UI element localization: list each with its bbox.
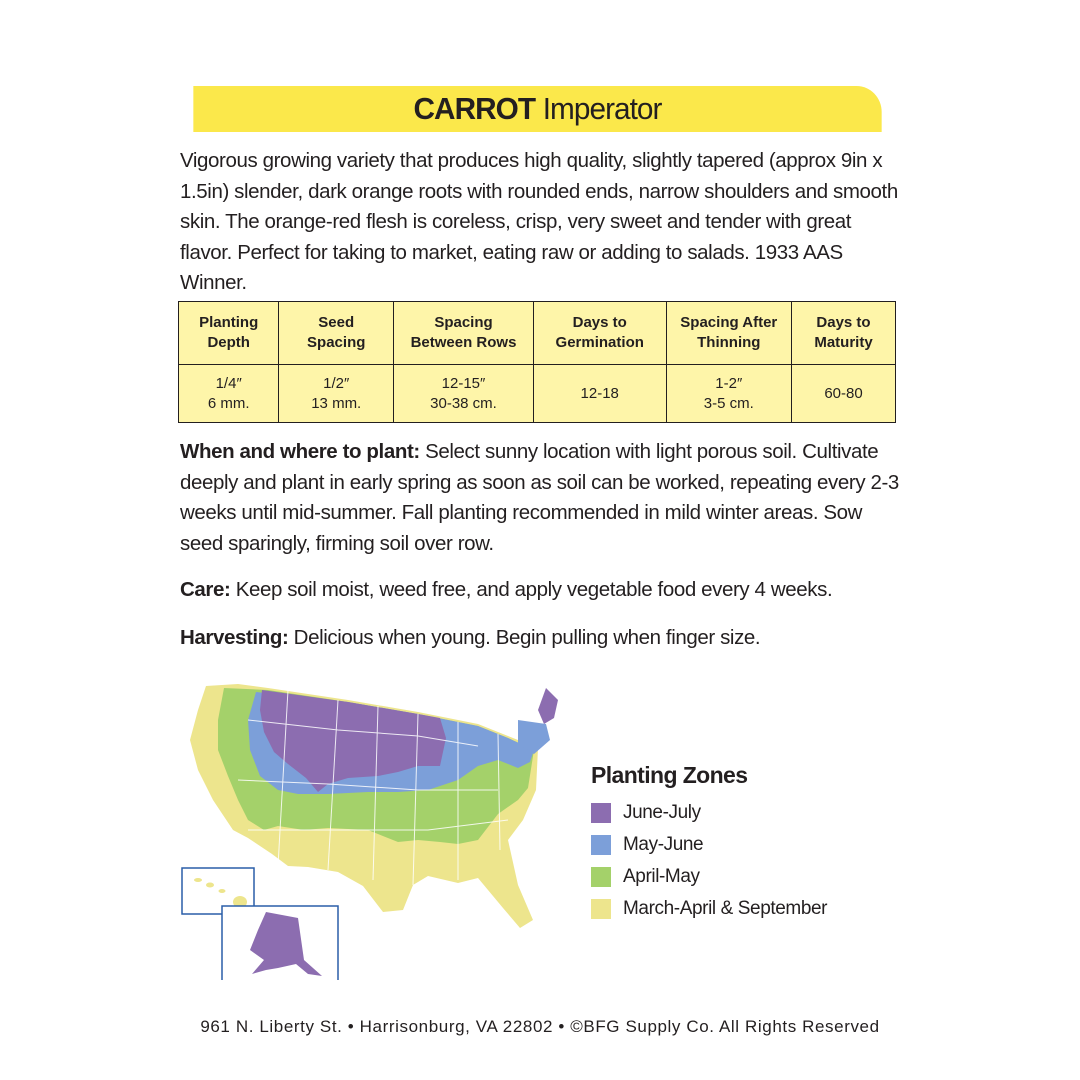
legend-label: April-May [623, 866, 700, 887]
legend-label: March-April & September [623, 898, 828, 919]
legend-swatch [591, 899, 611, 919]
header-spacing-between-rows: Spacing Between Rows [394, 302, 534, 365]
legend-label: June-July [623, 802, 701, 823]
value-days-to-maturity: 60-80 [792, 365, 896, 423]
title-bar [193, 86, 881, 132]
legend-item-april-may [591, 861, 851, 893]
value-days-to-germination: 12-18 [533, 365, 666, 423]
value-seed-spacing: 1/2″ 13 mm. [279, 365, 394, 423]
value-spacing-between-rows: 12-15″ 30-38 cm. [394, 365, 534, 423]
table-header-row [179, 302, 896, 365]
section-when-where-body: Select sunny location with light porous soil. Cultivate deeply and plant in early spring as soon as soil can be worked, repeating every 2-3 weeks until mid-summer. Fall planting recommended in mild winter areas. Sow seed sparingly, firming soil over row. [180, 440, 899, 555]
section-when-where-head: When and where to plant: [180, 440, 420, 463]
section-harvesting-head: Harvesting: [180, 626, 289, 649]
description: Vigorous growing variety that produces high quality, slightly tapered (approx 9in x 1.5in) slender, dark orange roots with rounded ends, narrow shoulders and smooth skin. The orange-red flesh is coreless, crisp, very sweet and tender with great flavor. Perfect for taking to market, eating raw or adding to salads. 1933 AAS Winner. [180, 149, 898, 294]
header-days-to-maturity: Days to Maturity [792, 302, 896, 365]
legend-item-june-july [591, 797, 851, 829]
header-spacing-after-thinning: Spacing After Thinning [666, 302, 791, 365]
header-days-to-germination: Days to Germination [533, 302, 666, 365]
section-harvesting [180, 623, 900, 654]
section-care-head: Care: [180, 578, 231, 601]
planting-zones-legend [591, 762, 851, 925]
section-care-body: Keep soil moist, weed free, and apply vegetable food every 4 weeks. [230, 578, 833, 601]
title-variety: CARROT [413, 91, 536, 126]
legend-title: Planting Zones [591, 762, 748, 788]
header-planting-depth: Planting Depth [179, 302, 279, 365]
zone-june-july-northeast [538, 688, 558, 724]
section-harvesting-body: Delicious when young. Begin pulling when finger size. [288, 626, 761, 649]
legend-item-march-april-september [591, 893, 851, 925]
section-when-where [180, 437, 900, 559]
planting-zones-map [178, 680, 568, 980]
legend-label: May-June [623, 834, 704, 855]
legend-swatch [591, 835, 611, 855]
table-value-row [179, 365, 896, 423]
header-seed-spacing: Seed Spacing [279, 302, 394, 365]
section-care [180, 575, 900, 606]
planting-info-table [178, 301, 896, 423]
legend-swatch [591, 803, 611, 823]
legend-item-may-june [591, 829, 851, 861]
title-name: Imperator [542, 91, 662, 126]
value-planting-depth: 1/4″ 6 mm. [179, 365, 279, 423]
value-spacing-after-thinning: 1-2″ 3-5 cm. [666, 365, 791, 423]
footer-address: 961 N. Liberty St. • Harrisonburg, VA 22802 • ©BFG Supply Co. All Rights Reserved [200, 1017, 880, 1036]
legend-swatch [591, 867, 611, 887]
